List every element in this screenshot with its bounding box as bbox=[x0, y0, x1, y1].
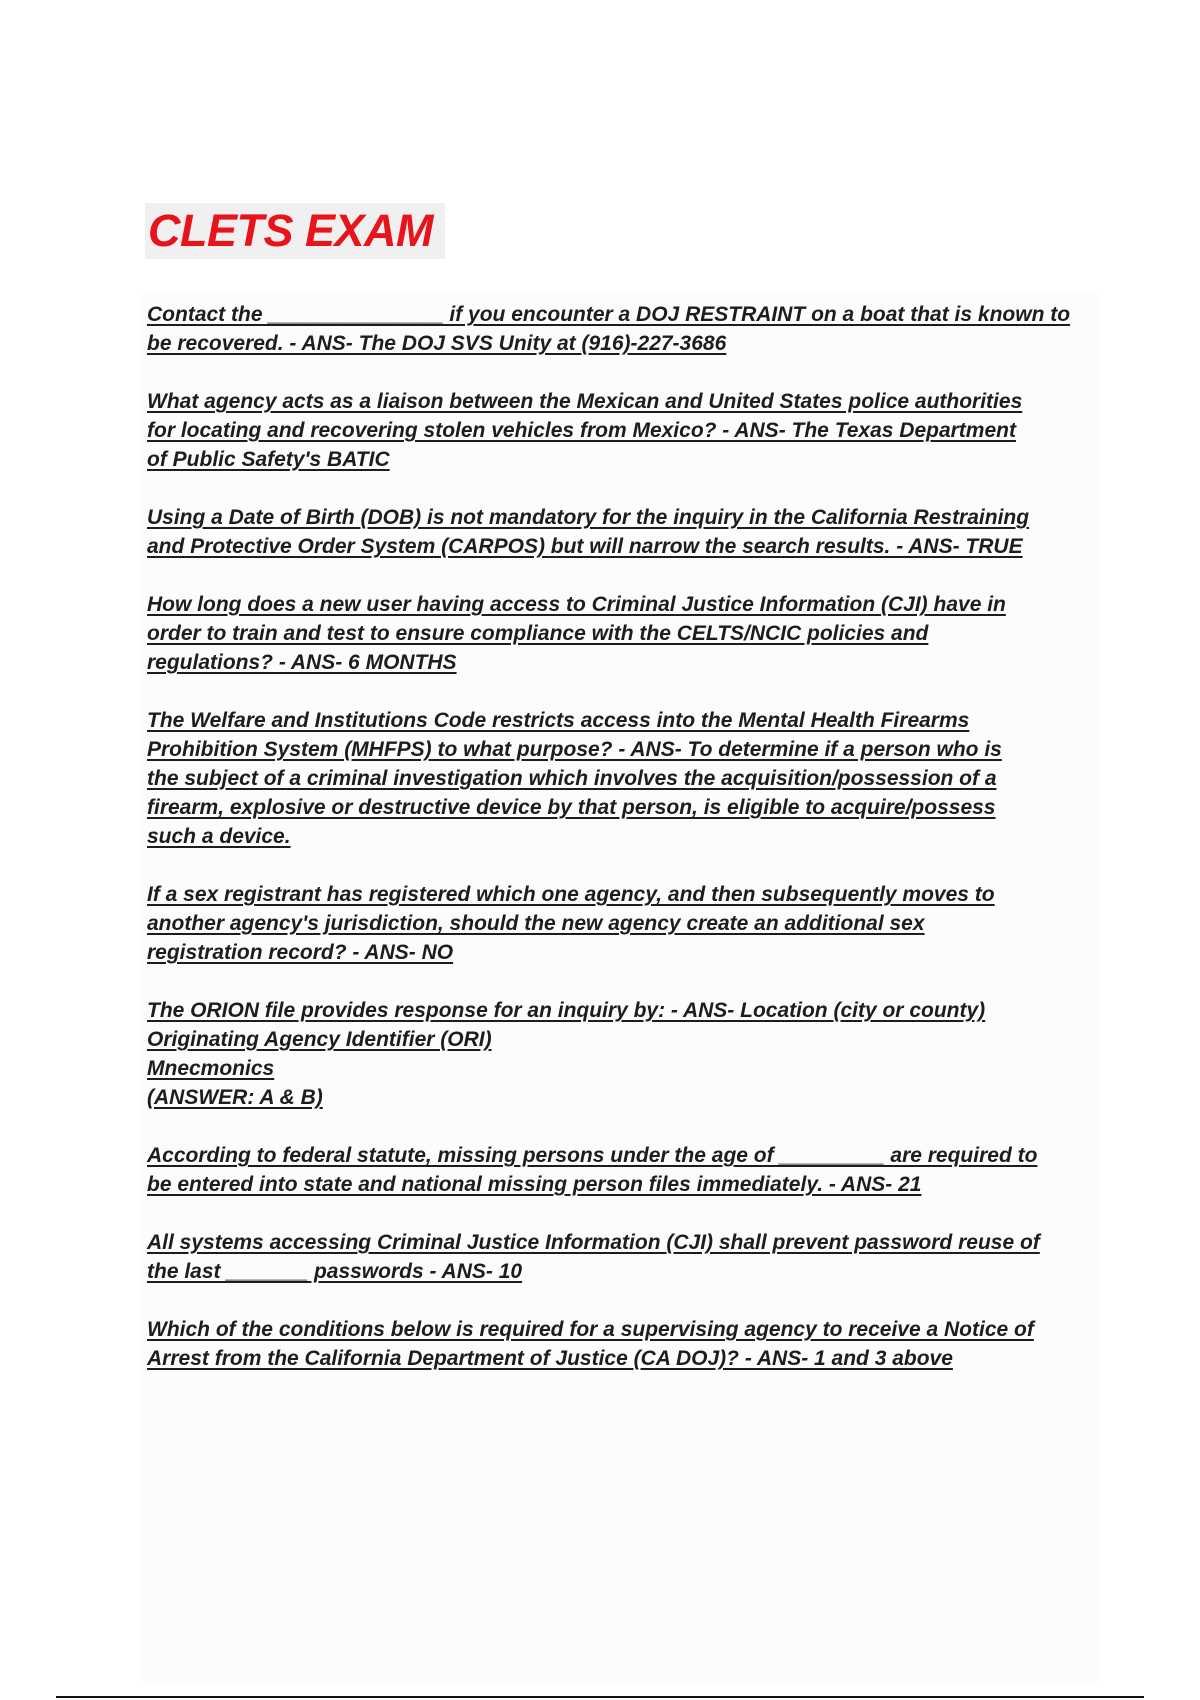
question-line bbox=[147, 329, 1097, 358]
question-text: Using a Date of Birth (DOB) is not mandatory for the inquiry in the California Restraining bbox=[147, 506, 1030, 529]
question-text: for locating and recovering stolen vehicles from Mexico? - ANS- The Texas Department bbox=[147, 419, 1016, 442]
question-text: (ANSWER: A & B) bbox=[147, 1086, 323, 1109]
question-text: order to train and test to ensure compliance with the CELTS/NCIC policies and bbox=[147, 622, 929, 645]
question-text: such a device. bbox=[147, 825, 291, 848]
question-item bbox=[147, 706, 1097, 851]
question-item bbox=[147, 590, 1097, 677]
question-line bbox=[147, 706, 1097, 735]
question-item bbox=[147, 1228, 1097, 1286]
question-text: another agency's jurisdiction, should the new agency create an additional sex bbox=[147, 912, 925, 935]
question-text: regulations? - ANS- 6 MONTHS bbox=[147, 651, 457, 674]
question-item bbox=[147, 387, 1097, 474]
question-line bbox=[147, 1257, 1097, 1286]
question-text: Originating Agency Identifier (ORI) bbox=[147, 1028, 492, 1051]
question-text: How long does a new user having access to Criminal Justice Information (CJI) have in bbox=[147, 593, 1006, 616]
question-line bbox=[147, 1083, 1097, 1112]
page-title: CLETS EXAM bbox=[148, 205, 434, 256]
question-text: All systems accessing Criminal Justice Information (CJI) shall prevent password reuse of bbox=[147, 1231, 1040, 1254]
question-text: firearm, explosive or destructive device by that person, is eligible to acquire/possess bbox=[147, 796, 996, 819]
question-text: If a sex registrant has registered which one agency, and then subsequently moves to bbox=[147, 883, 995, 906]
question-list bbox=[147, 300, 1097, 1402]
question-item bbox=[147, 880, 1097, 967]
question-line bbox=[147, 590, 1097, 619]
question-line bbox=[147, 387, 1097, 416]
question-item bbox=[147, 1141, 1097, 1199]
question-text: The ORION file provides response for an inquiry by: - ANS- Location (city or county) bbox=[147, 999, 986, 1022]
question-line bbox=[147, 503, 1097, 532]
question-line bbox=[147, 880, 1097, 909]
question-text: and Protective Order System (CARPOS) but will narrow the search results. - ANS- TRUE bbox=[147, 535, 1023, 558]
question-text: Prohibition System (MHFPS) to what purpose? - ANS- To determine if a person who is bbox=[147, 738, 1002, 761]
question-item bbox=[147, 503, 1097, 561]
question-text: of Public Safety's BATIC bbox=[147, 448, 390, 471]
question-line bbox=[147, 822, 1097, 851]
question-text: the subject of a criminal investigation which involves the acquisition/possession of a bbox=[147, 767, 997, 790]
question-text: the last _______ passwords - ANS- 10 bbox=[147, 1260, 523, 1283]
question-text: registration record? - ANS- NO bbox=[147, 941, 454, 964]
question-line bbox=[147, 416, 1097, 445]
question-line bbox=[147, 1315, 1097, 1344]
question-line bbox=[147, 764, 1097, 793]
question-line bbox=[147, 735, 1097, 764]
question-text: be recovered. - ANS- The DOJ SVS Unity at (916)-227-3686 bbox=[147, 332, 727, 355]
question-line bbox=[147, 909, 1097, 938]
question-line bbox=[147, 1054, 1097, 1083]
question-line bbox=[147, 532, 1097, 561]
question-line bbox=[147, 1170, 1097, 1199]
question-text: Arrest from the California Department of Justice (CA DOJ)? - ANS- 1 and 3 above bbox=[147, 1347, 953, 1370]
question-line bbox=[147, 1025, 1097, 1054]
question-text: The Welfare and Institutions Code restricts access into the Mental Health Firearms bbox=[147, 709, 970, 732]
bottom-divider bbox=[56, 1696, 1144, 1698]
question-text: Contact the _______________ if you encounter a DOJ RESTRAINT on a boat that is known to bbox=[147, 303, 1071, 326]
question-item bbox=[147, 300, 1097, 358]
question-line bbox=[147, 648, 1097, 677]
question-item bbox=[147, 1315, 1097, 1373]
question-text: According to federal statute, missing persons under the age of _________ are required to bbox=[147, 1144, 1038, 1167]
question-line bbox=[147, 793, 1097, 822]
question-line bbox=[147, 1228, 1097, 1257]
question-line bbox=[147, 619, 1097, 648]
question-text: be entered into state and national missing person files immediately. - ANS- 21 bbox=[147, 1173, 922, 1196]
question-text: Mnecmonics bbox=[147, 1057, 275, 1080]
question-line bbox=[147, 996, 1097, 1025]
question-line bbox=[147, 445, 1097, 474]
question-text: Which of the conditions below is required for a supervising agency to receive a Notice of bbox=[147, 1318, 1034, 1341]
question-line bbox=[147, 1141, 1097, 1170]
question-line bbox=[147, 300, 1097, 329]
question-item bbox=[147, 996, 1097, 1112]
question-text: What agency acts as a liaison between the Mexican and United States police authorities bbox=[147, 390, 1023, 413]
question-line bbox=[147, 1344, 1097, 1373]
question-line bbox=[147, 938, 1097, 967]
